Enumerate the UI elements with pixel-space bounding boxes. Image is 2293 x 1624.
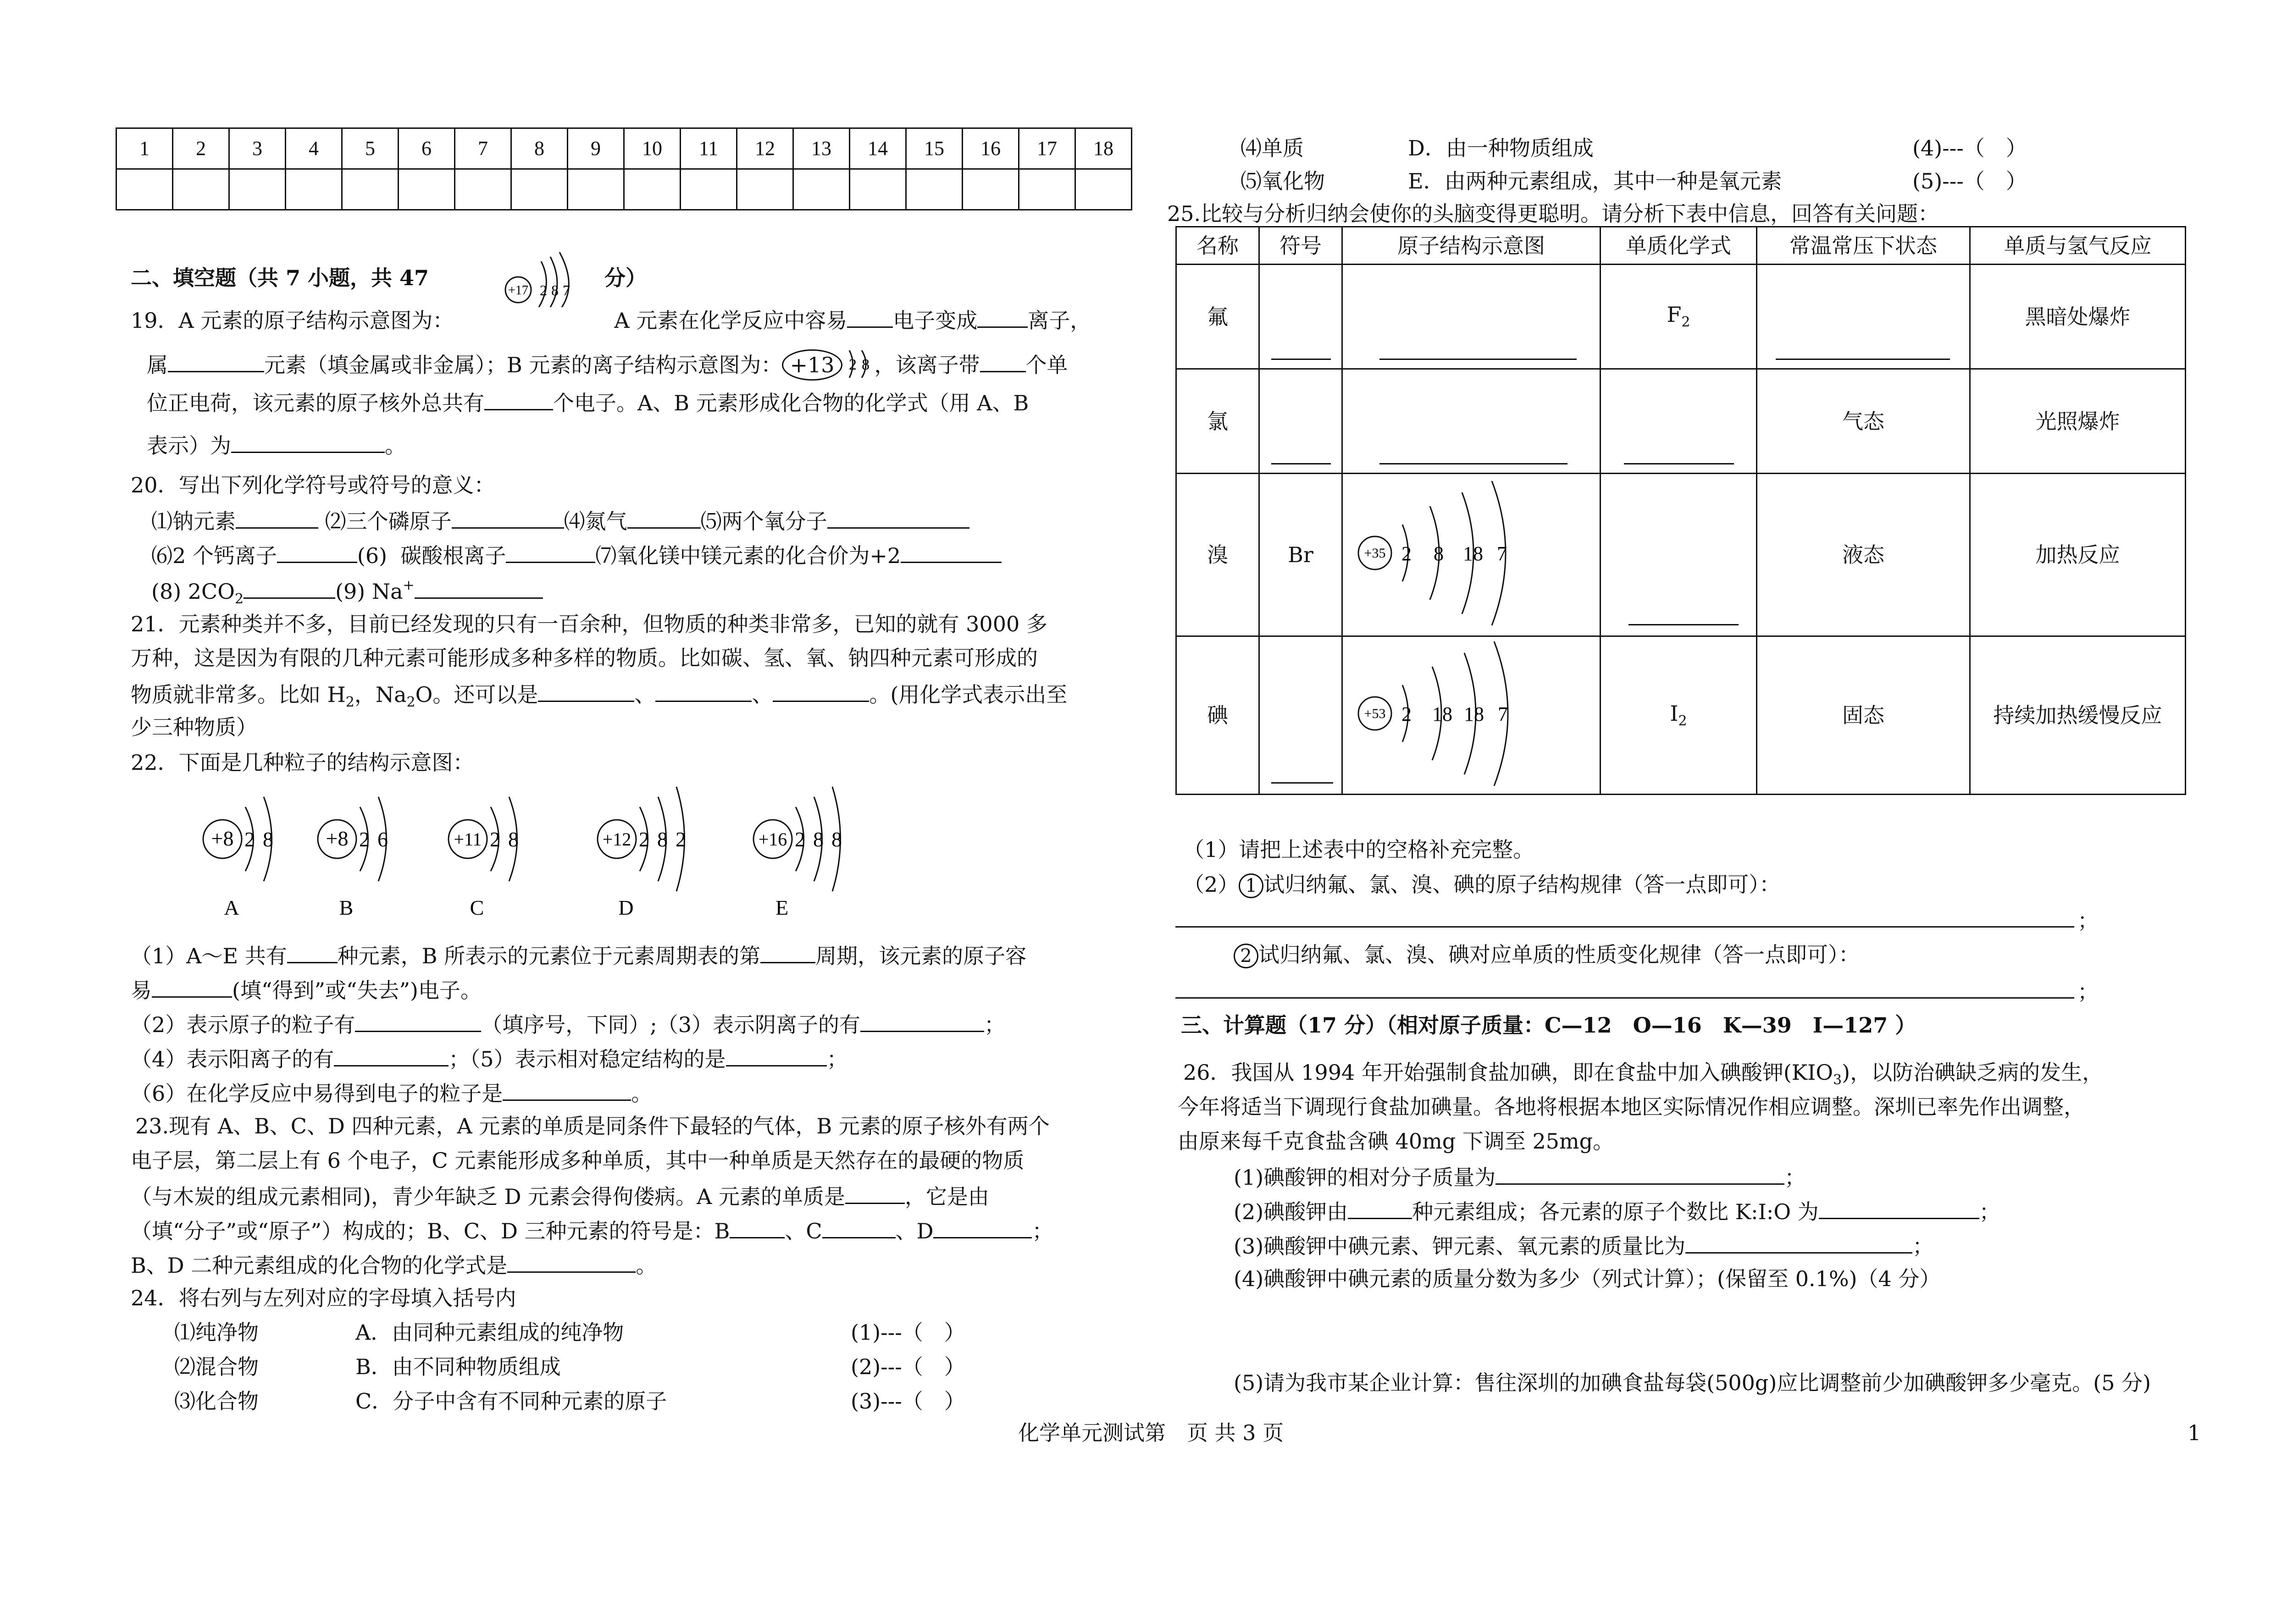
q19-text: 个单 [1025,353,1068,377]
q21-text: 、 [752,682,773,707]
table-cell-blank[interactable] [1757,265,1970,369]
blank[interactable] [503,1081,631,1101]
blank[interactable] [1685,1234,1912,1254]
nucleus-charge: +53 [1364,706,1386,721]
table-row [1176,265,2186,369]
particle-diagram [449,797,519,919]
q26-text: (1)碘酸钾的相对分子质量为 [1234,1165,1496,1190]
table-cell [1601,636,1757,795]
shell-electrons: 2 [795,828,805,851]
blank[interactable] [847,308,893,328]
q24-answer[interactable]: (2)---（ ） [851,1354,965,1379]
q23-text: ，它是由 [904,1184,989,1209]
answer-cell[interactable] [568,169,624,210]
particle-label: A [224,896,239,919]
blank[interactable] [538,682,634,702]
q19-text: 属 [147,353,168,377]
q26-line2: 今年将适当下调现行食盐加碘量。各地将根据本地区实际情况作相应调整。深圳已率先作出调整， [1178,1094,2085,1119]
shell-electrons: 8 [1434,542,1444,565]
q24-left: ⑶化合物 [174,1389,259,1414]
blank[interactable] [415,579,543,599]
particle-diagram [203,797,273,919]
q26-text: (2)碘酸钾由 [1234,1199,1348,1224]
q19-text: 元素（填金属或非金属）；B 元素的离子结构示意图为： [264,353,782,377]
subscript: 2 [345,694,354,710]
q23-line2: 电子层，第二层上有 6 个电子，C 元素能形成多种单质，其中一种单质是天然存在的最硬的物质 [131,1148,1025,1173]
blank[interactable] [236,509,318,529]
answer-cell[interactable] [511,169,568,210]
blank[interactable] [822,1219,896,1238]
answer-cell[interactable] [286,169,342,210]
q26-text: (3)碘酸钾中碘元素、钾元素、氧元素的质量比为 [1234,1234,1686,1259]
table-cell-diagram [1342,474,1601,636]
table-header: 原子结构示意图 [1342,227,1601,265]
q21-text: O。还可以是 [415,682,538,707]
blank[interactable] [168,353,264,372]
table-cell: 氟 [1176,265,1259,369]
superscript: + [403,577,415,593]
q26-text: 26．我国从 1994 年开始强制食盐加碘，即在食盐中加入碘酸钾(KIO [1183,1060,1833,1085]
q22-text: （4）表示阳离子的有 [131,1047,334,1072]
table-cell-blank[interactable] [1259,636,1342,795]
subscript: 3 [1833,1072,1842,1088]
q24-answer[interactable]: (1)---（ ） [851,1320,965,1345]
q22-p1b [131,978,482,1001]
grid-number: 1 [116,128,173,169]
grid-number: 7 [455,128,511,169]
shell-electrons: 8 [551,282,559,298]
q20-item: (9) Na [335,579,403,604]
atom-diagram-q19a [500,248,592,307]
q24-right: D．由一种物质组成 [1408,136,1594,160]
q19-line2 [147,349,1068,381]
table-cell: 溴 [1176,474,1259,636]
answer-line[interactable] [1175,997,2074,999]
grid-number: 3 [229,128,286,169]
answer-cell[interactable] [906,169,963,210]
blank[interactable] [1819,1199,1979,1219]
shell-electrons: 7 [1497,542,1507,565]
q19-line4 [147,433,406,456]
q24-answer[interactable]: (5)---（ ） [1912,169,2027,193]
q23-text: 。 [636,1253,657,1278]
q22-p1 [131,944,1026,967]
q25-text: （2） [1183,872,1239,897]
q22-text: ； [984,1012,1006,1037]
q25-text: 试归纳氟、氯、溴、碘对应单质的性质变化规律（答一点即可）： [1258,942,1860,967]
q26-s3 [1234,1234,1933,1257]
subscript: 2 [406,694,415,710]
q26-s1 [1234,1165,1806,1188]
nucleus-charge: +11 [454,829,482,850]
q24-title: 24．将右列与左列对应的字母填入括号内 [131,1286,516,1310]
blank[interactable] [627,509,701,529]
q26-text: )，以防治碘缺乏病的发生， [1842,1060,2104,1085]
q19-text: 。 [385,433,406,458]
q20-line1 [151,509,969,532]
answer-cell[interactable] [624,169,681,210]
table-header: 符号 [1259,227,1342,265]
q26-text: ； [1912,1234,1934,1259]
q24-left: ⑷单质 [1241,136,1304,160]
grid-number: 13 [793,128,850,169]
answer-cell[interactable] [793,169,850,210]
particle-label: E [775,896,789,919]
table-header: 单质化学式 [1601,227,1757,265]
blank[interactable] [655,682,752,702]
table-cell: 黑暗处爆炸 [1970,265,2186,369]
table-cell-blank[interactable] [1601,474,1757,636]
q19-line1 [131,308,1091,331]
blank[interactable] [244,579,335,599]
page-number: 1 [2188,1420,2201,1445]
grid-number: 17 [1019,128,1075,169]
answer-cell[interactable] [399,169,455,210]
table-cell-blank[interactable] [1259,369,1342,474]
particle-label: D [618,896,634,919]
shell-electrons: 2 [848,356,857,373]
blank[interactable] [760,944,815,963]
shell-electrons: 6 [377,828,388,851]
shell-electrons: 7 [1498,703,1508,725]
q24-left: ⑸氧化物 [1241,169,1325,193]
grid-number: 2 [173,128,229,169]
q24-left: ⑴纯净物 [174,1320,259,1345]
q22-text: ；（5）表示相对稳定结构的是 [449,1047,726,1072]
table-header: 名称 [1176,227,1259,265]
blank[interactable] [506,543,595,563]
q22-text: （2）表示原子的粒子有 [131,1012,355,1037]
q21-line4: 少三种物质） [131,715,257,740]
q21-line1: 21．元素种类并不多，目前已经发现的只有一百余种，但物质的种类非常多，已知的就有 3000 多 [131,612,1047,636]
blank[interactable] [507,1253,636,1273]
table-cell: 持续加热缓慢反应 [1970,636,2186,795]
table-header: 常温常压下状态 [1757,227,1970,265]
q26-text: 种元素组成；各元素的原子个数比 K:I:O 为 [1412,1199,1819,1224]
nucleus-charge: +8 [326,827,349,850]
q20-item: ⑸两个氧分子 [700,509,827,534]
answer-cell[interactable] [737,169,793,210]
q19-text: 电子变成 [893,308,978,333]
q19-text: 19．A 元素的原子结构示意图为： [131,308,454,333]
table-row [1176,636,2186,795]
shell-electrons: 18 [1464,703,1484,725]
blank[interactable] [860,1012,984,1032]
shell-electrons: 2 [1401,703,1412,725]
section-2-title-a: 二、填空题（共 7 小题，共 47 [131,265,429,290]
q24-answer[interactable]: (3)---（ ） [851,1389,965,1414]
table-row [1176,369,2186,474]
table-cell: 光照爆炸 [1970,369,2186,474]
shell-arc [559,252,569,307]
table-cell-diagram [1342,636,1601,795]
particle-diagram [318,797,388,919]
atom-diagram-br [1343,474,1600,632]
q26-s4: (4)碘酸钾中碘元素的质量分数为多少（列式计算）；(保留至 0.1%)（4 分） [1234,1266,1941,1291]
grid-number: 14 [850,128,906,169]
q25-semicolon: ； [2077,979,2099,1004]
q20-title: 20．写出下列化学符号或符号的意义： [131,473,495,497]
blank[interactable] [977,308,1028,328]
q26-s2 [1234,1199,2000,1222]
section-2-title-end: 分） [604,265,647,290]
q22-text: 易 [131,978,152,1003]
table-header-row [1176,227,2186,265]
q22-text: 。 [631,1081,653,1106]
table-cell-blank[interactable] [1259,265,1342,369]
grid-number: 18 [1075,128,1132,169]
q20-item: (8) 2CO [151,579,235,604]
q23-text: B、D 二种元素组成的化合物的化学式是 [131,1253,508,1278]
q26-text: ； [1784,1165,1806,1190]
q25-p1: （1）请把上述表中的空格补充完整。 [1183,837,1534,862]
ion-shells [842,350,875,378]
table-cell-blank[interactable] [1342,265,1601,369]
q19-line3 [147,391,1029,414]
section-3-title: 三、计算题（17 分）（相对原子质量：C—12 O—16 K—39 I—127 ） [1181,1013,1916,1038]
q23-text: 、D [895,1219,934,1243]
shell-electrons: 2 [244,828,255,851]
q24-right: C．分子中含有不同种元素的原子 [355,1389,667,1414]
q19-text: A 元素在化学反应中容易 [614,308,847,333]
footer-center: 化学单元测试第 页 共 3 页 [1018,1420,1284,1445]
nucleus-charge: +17 [508,283,528,298]
q21-text: 、 [634,682,656,707]
q21-line3 [131,682,1067,709]
q19-text: ，该离子带 [874,353,980,377]
blank[interactable] [845,1184,905,1204]
table-cell: 气态 [1757,369,1970,474]
shell-electrons: 2 [490,828,500,851]
particle-diagram [753,787,842,919]
grid-number: 10 [624,128,681,169]
q22-particle-diagrams [202,775,954,926]
answer-grid-answer-row [116,169,1132,210]
q25-text: 试归纳氟、氯、溴、碘的原子结构规律（答一点即可）： [1263,872,1781,897]
table-cell: 氯 [1176,369,1259,474]
q20-line3 [151,579,543,606]
answer-cell[interactable] [1019,169,1075,210]
q25-p3 [1234,944,1860,968]
answer-cell[interactable] [850,169,906,210]
answer-cell[interactable] [229,169,286,210]
q20-line2 [151,543,1002,566]
grid-number: 5 [342,128,399,169]
shell-electrons: 2 [639,828,649,851]
q26-text: ； [1979,1199,2000,1224]
blank[interactable] [452,509,564,529]
q23-text: 、C [785,1219,822,1243]
blank[interactable] [484,391,553,410]
q21-text: ，Na [354,682,407,707]
shell-electrons: 2 [1401,542,1412,565]
q25-semicolon: ； [2077,908,2099,933]
table-cell: 液态 [1757,474,1970,636]
blank[interactable] [726,1047,827,1066]
answer-cell[interactable] [455,169,511,210]
circled-number: 2 [1234,944,1258,968]
shell-electrons: 18 [1463,542,1483,565]
q20-item: ⑴钠元素 [151,509,236,534]
q23-line4 [131,1219,1053,1242]
q20-item: (6) [357,543,388,568]
table-cell: Br [1259,474,1342,636]
nucleus-charge: +8 [211,827,234,850]
table-cell-blank[interactable] [1601,369,1757,474]
answer-cell[interactable] [963,169,1019,210]
grid-number: 9 [568,128,624,169]
shell-electrons: 8 [813,828,824,851]
answer-grid-header-row [116,128,1132,169]
q23-line5 [131,1253,657,1276]
answer-cell[interactable] [681,169,737,210]
q20-item: 碳酸根离子 [400,543,506,568]
blank[interactable] [231,433,385,453]
blank[interactable] [933,1219,1032,1238]
q19-text: 位正电荷，该元素的原子核外总共有 [147,391,484,415]
answer-cell[interactable] [1075,169,1132,210]
q22-title: 22．下面是几种粒子的结构示意图： [131,750,474,775]
q22-p6 [131,1081,652,1104]
q19-text: 个电子。A、B 元素形成化合物的化学式（用 A、B [553,391,1029,415]
shell-electrons: 2 [676,828,686,851]
shell-electrons: 2 [540,282,547,298]
blank[interactable] [773,682,869,702]
q23-line1: 23.现有 A、B、C、D 四种元素，A 元素的单质是同条件下最轻的气体，B 元素的原子核外有两个 [135,1114,1050,1138]
q22-p4 [131,1047,848,1070]
particle-label: B [339,896,354,919]
table-header: 单质与氢气反应 [1970,227,2186,265]
q23-text: ； [1032,1219,1053,1243]
table-cell: 固态 [1757,636,1970,795]
q22-text: 种元素，B 所表示的元素位于元素周期表的第 [337,944,761,968]
grid-number: 12 [737,128,793,169]
particle-label: C [470,896,484,919]
table-cell-blank[interactable] [1342,369,1601,474]
shell-electrons: 18 [1432,703,1452,725]
q23-text: （与木炭的组成元素相同)，青少年缺乏 D 元素会得佝偻病。A 元素的单质是 [131,1184,845,1209]
particle-diagram [598,787,686,919]
q22-text: ； [826,1047,848,1072]
grid-number: 15 [906,128,963,169]
blank[interactable] [287,944,338,963]
q23-text: （填“分子”或“原子”）构成的；B、C、D 三种元素的符号是：B [131,1219,730,1243]
blank[interactable] [730,1219,785,1238]
formula: I [1670,701,1678,726]
blank[interactable] [152,978,232,998]
blank[interactable] [355,1012,481,1032]
grid-number: 4 [286,128,342,169]
blank[interactable] [1495,1165,1784,1185]
blank[interactable] [901,543,1002,563]
blank[interactable] [334,1047,449,1066]
atom-diagram-i [1343,637,1600,790]
shell-electrons: 8 [657,828,668,851]
answer-cell[interactable] [116,169,173,210]
nucleus-charge: +35 [1364,546,1386,561]
q22-text: （6）在化学反应中易得到电子的粒子是 [131,1081,503,1106]
q25-p2 [1183,873,1780,898]
formula: F [1667,302,1682,327]
q24-left: ⑵混合物 [174,1354,259,1379]
subscript: 2 [1678,713,1687,729]
ion-nucleus: +13 [782,349,842,381]
q22-text: 周期，该元素的原子容 [815,944,1027,968]
grid-number: 11 [681,128,737,169]
shell-electrons: 8 [508,828,519,851]
q24-right: E．由两种元素组成，其中一种是氧元素 [1408,169,1782,193]
q20-item: ⑵三个磷原子 [325,509,452,534]
subscript: 2 [234,591,244,607]
q22-text: （1）A～E 共有 [131,944,287,968]
answer-cell[interactable] [342,169,399,210]
answer-line[interactable] [1175,926,2074,928]
q20-item: ⑷氮气 [564,509,627,534]
table-row [1176,474,2186,636]
q20-item: ⑹2 个钙离子 [151,543,277,568]
q21-text: 物质就非常多。比如 H [131,682,346,707]
q26-s5: (5)请为我市某企业计算：售往深圳的加碘食盐每袋(500g)应比调整前少加碘酸钾多少毫克。(5 分) [1234,1370,2151,1395]
q26-line3: 由原来每千克食盐含碘 40mg 下调至 25mg。 [1178,1129,1614,1154]
q22-text: （填序号，下同）;（3）表示阴离子的有 [481,1012,861,1037]
q25-element-table [1175,226,2186,795]
q23-line3 [131,1184,989,1207]
grid-number: 6 [399,128,455,169]
nucleus-charge: +16 [758,829,787,850]
answer-grid [116,127,1132,210]
section-2-title [131,267,429,288]
table-cell: 碘 [1176,636,1259,795]
q22-p2 [131,1012,1005,1035]
q22-text: (填“得到”或“失去”)电子。 [232,978,482,1003]
blank[interactable] [277,543,357,563]
q25-title: 25.比较与分析归纳会使你的头脑变得更聪明。请分析下表中信息，回答有关问题： [1167,201,1939,226]
q24-right: A．由同种元素组成的纯净物 [355,1320,624,1345]
q19-text: 离子， [1028,308,1091,333]
nucleus-charge: +12 [602,829,631,850]
circled-number: 1 [1239,873,1263,898]
blank[interactable] [980,353,1026,372]
subscript: 2 [1681,314,1690,330]
shell-electrons: 2 [359,828,370,851]
q21-text: 。(用化学式表示出至 [869,682,1068,707]
answer-cell[interactable] [173,169,229,210]
q24-answer[interactable]: (4)---（ ） [1912,136,2027,160]
q19-text: 表示）为 [147,433,231,458]
blank[interactable] [827,509,969,529]
table-cell [1601,265,1757,369]
q20-item: ⑺氧化镁中镁元素的化合价为+2 [595,543,901,568]
shell-electrons: 8 [831,828,842,851]
grid-number: 8 [511,128,568,169]
grid-number: 16 [963,128,1019,169]
q21-line2: 万种，这是因为有限的几种元素可能形成多种多样的物质。比如碳、氢、氧、钠四种元素可形成的 [131,646,1038,670]
table-cell: 加热反应 [1970,474,2186,636]
q26-line1 [1183,1062,2103,1087]
shell-electrons: 8 [263,828,273,851]
q24-right: B．由不同种物质组成 [355,1354,561,1379]
blank[interactable] [1348,1199,1412,1219]
shell-electrons: 7 [563,282,570,298]
shell-electrons: 8 [861,356,870,373]
